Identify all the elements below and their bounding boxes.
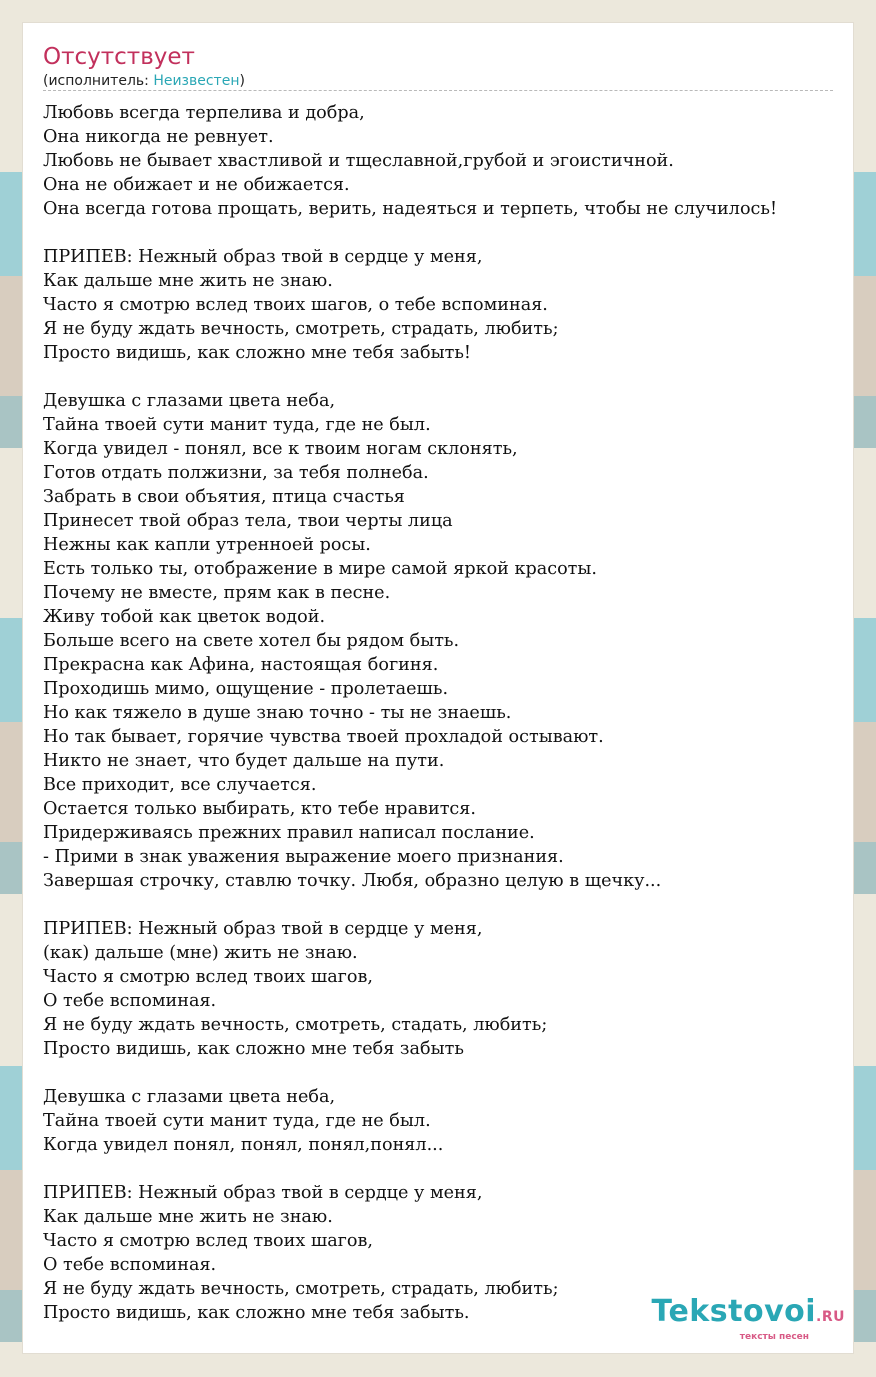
title-divider [43,90,833,91]
artist-suffix: ) [239,73,245,89]
artist-link[interactable]: Неизвестен [153,73,240,89]
logo-tld: .RU [816,1309,845,1325]
lyrics-card [22,22,854,1354]
logo-wordmark [625,1294,845,1332]
song-title: Отсутствует [43,44,195,70]
site-logo[interactable] [625,1294,845,1343]
logo-tagline: тексты песен [739,1332,809,1342]
logo-name: Tekstovoi [651,1294,817,1329]
artist-line [43,72,245,90]
lyrics-text: Любовь всегда терпелива и добра, Она никогда не ревнует. Любовь не бывает хвастливой и тщеславной,грубой и эгоистичной. Она не обижает и не обижается. Она всегда готова прощать, верить, надеяться и терпеть, чтобы не случилось! ПРИПЕВ: Нежный образ твой в сердце у меня, Как дальше мне жить не знаю. Часто я смотрю вслед твоих шагов, о тебе вспоминая. Я не буду ждать вечность, смотреть, страдать, любить; Просто видишь, как сложно мне тебя забыть! Девушка с глазами цвета неба, Тайна твоей сути манит туда, где не был. Когда увидел - понял, все к твоим ногам склонять, Готов отдать полжизни, за тебя полнеба. Забрать в свои объятия, птица счастья Принесет твой образ тела, твои черты лица Нежны как капли утренноей росы. Есть только ты, отображение в мире самой яркой красоты. Почему не вместе, прям как в песне. Живу тобой как цветок водой. Больше всего на свете хотел бы рядом быть. Прекрасна как Афина, настоящая богиня. Проходишь мимо, ощущение - пролетаешь. Но как тяжело в душе знаю точно - ты не знаешь. Но так бывает, горячие чувства твоей прохладой остывают. Никто не знает, что будет дальше на пути. Все приходит, все случается. Остается только выбирать, кто тебе нравится. Придерживаясь прежних правил написал послание. - Прими в знак уважения выражение моего признания. Завершая строчку, ставлю точку. Любя, образно целую в щечку... ПРИПЕВ: Нежный образ твой в сердце у меня, (как) дальше (мне) жить не знаю. Часто я смотрю вслед твоих шагов, О тебе вспоминая. Я не буду ждать вечность, смотреть, стадать, любить; Просто видишь, как сложно мне тебя забыть Девушка с глазами цвета неба, Тайна твоей сути манит туда, где не был. Когда увидел понял, понял, понял,понял... ПРИПЕВ: Нежный образ твой в сердце у меня, Как дальше мне жить не знаю. Часто я смотрю вслед твоих шагов, О тебе вспоминая. Я не буду ждать вечность, смотреть, страдать, любить; Просто видишь, как сложно мне тебя забыть. [43,103,778,1323]
artist-prefix: (исполнитель: [43,73,154,89]
